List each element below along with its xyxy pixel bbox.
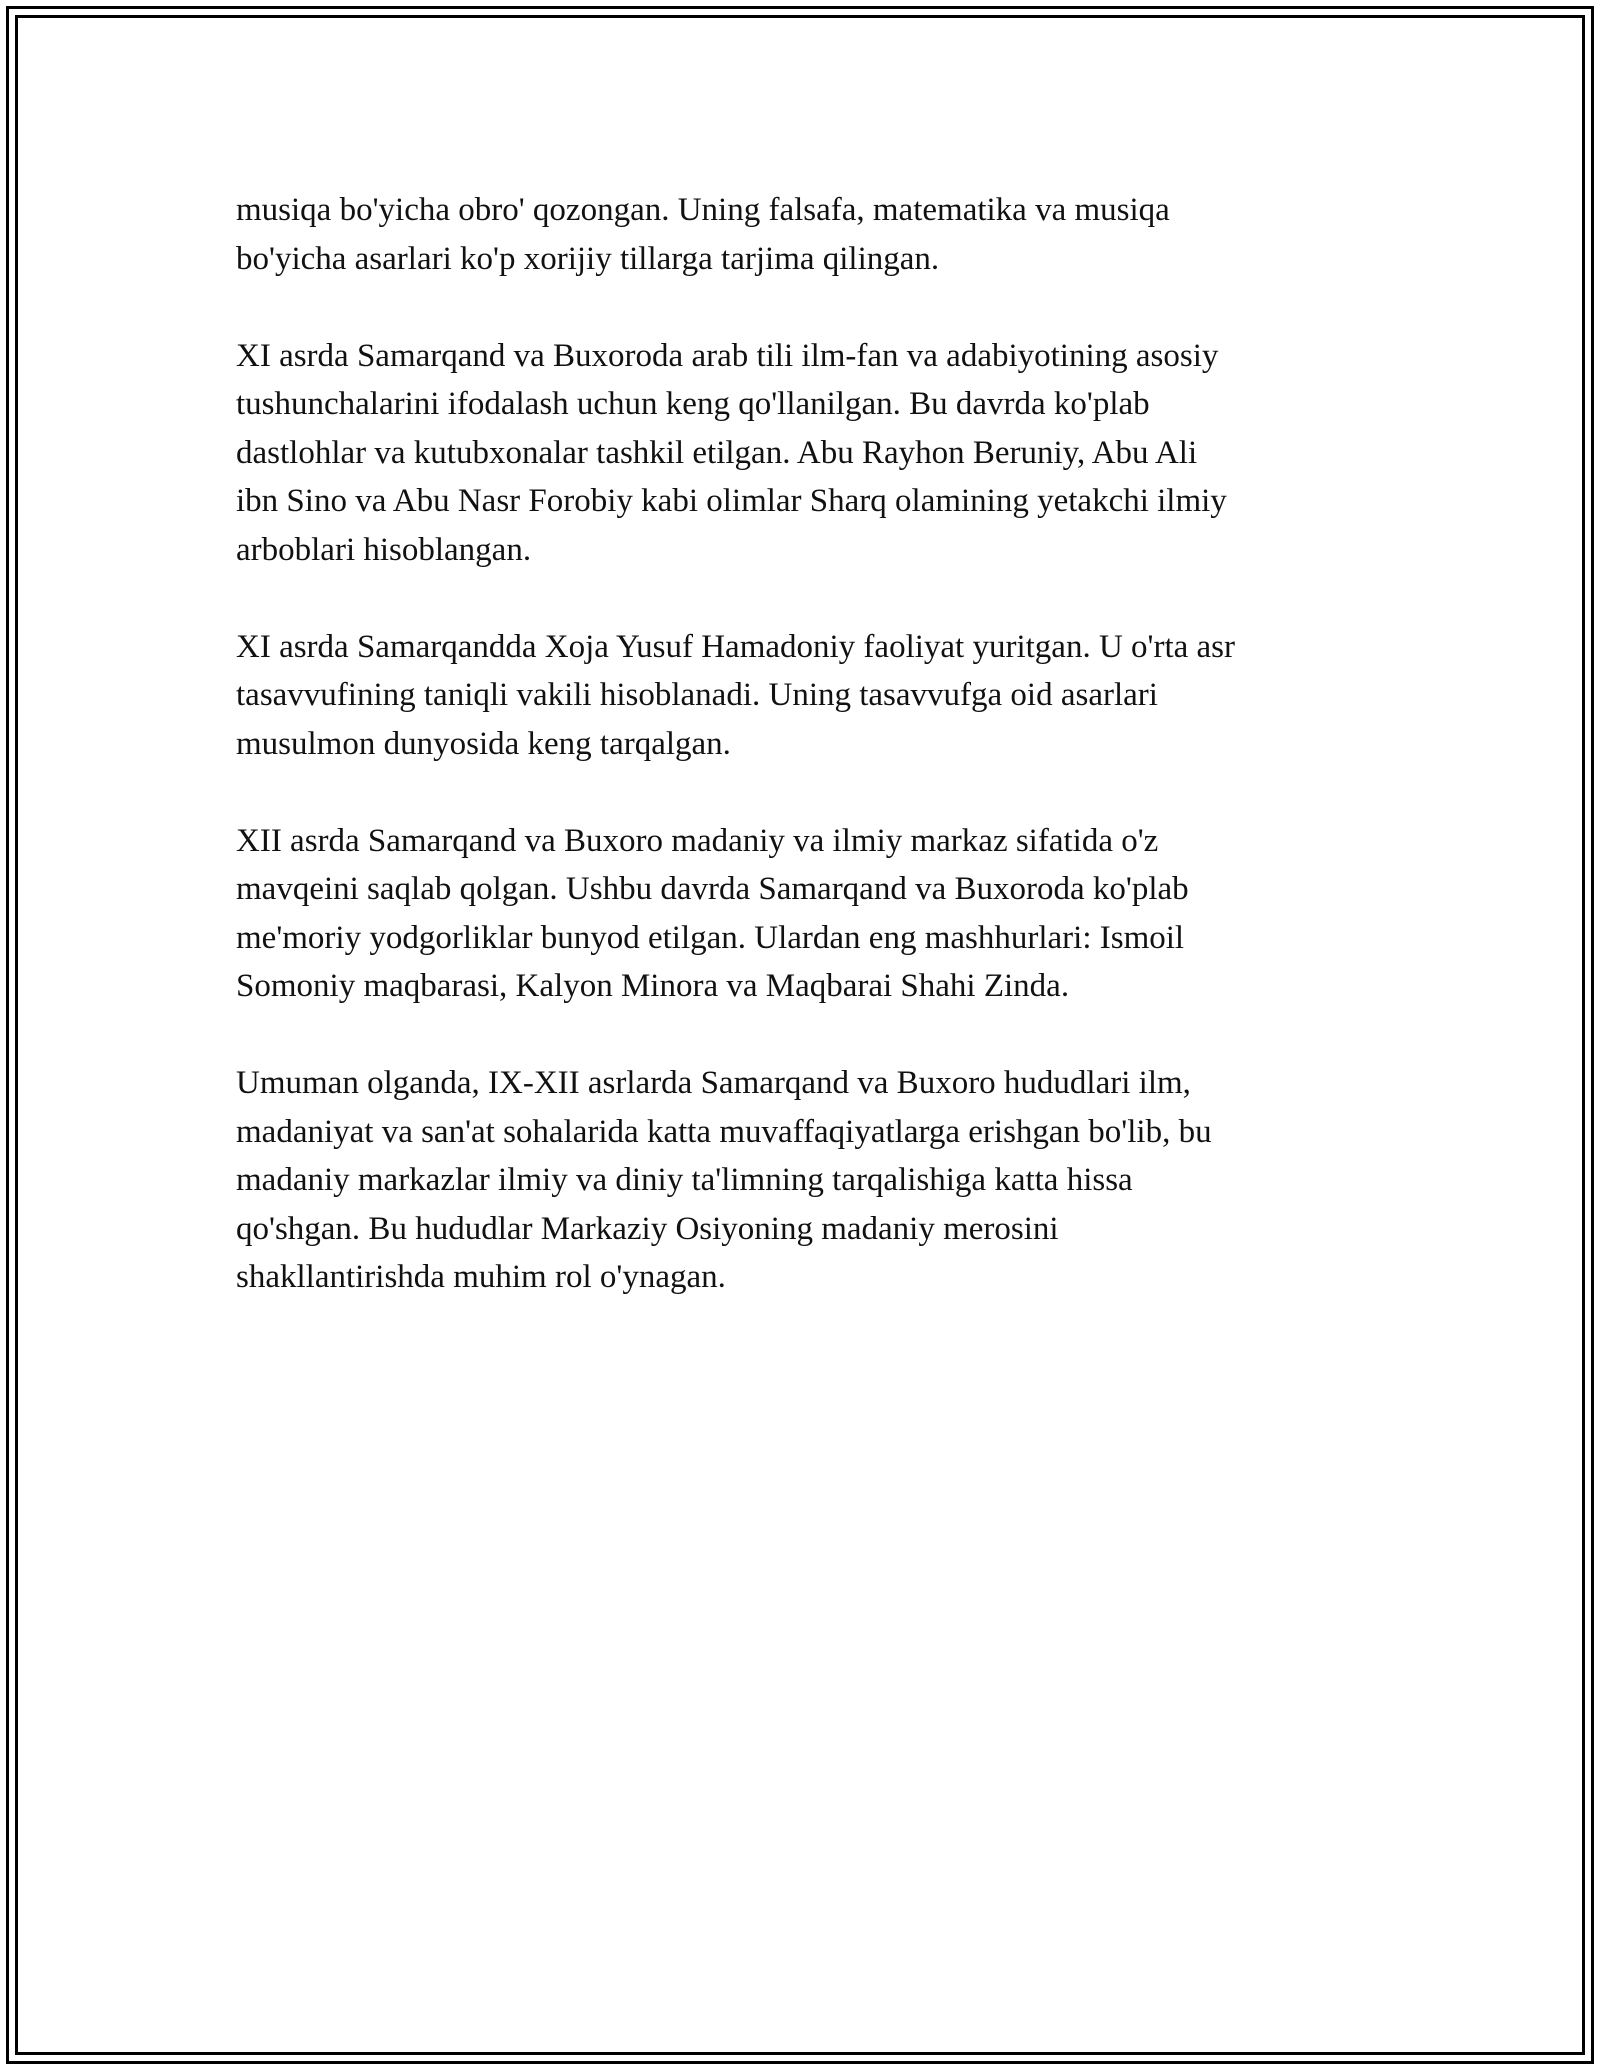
- paragraph: XII asrda Samarqand va Buxoro madaniy va ilmiy markaz sifatida o'z mavqeini saqlab qolgan. Ushbu davrda Samarqand va Buxoroda ko'plab me'moriy yodgorliklar bunyod etilgan. Ulardan eng mashhurlari: Ismoil Somoniy maqbarasi, Kalyon Minora va Maqbarai Shahi Zinda.: [236, 822, 1189, 1004]
- paragraph: XI asrda Samarqandda Xoja Yusuf Hamadoniy faoliyat yuritgan. U o'rta asr tasavvufining taniqli vakili hisoblanadi. Uning tasavvufga oid asarlari musulmon dunyosida keng tarqalgan.: [236, 628, 1236, 762]
- paragraph: XI asrda Samarqand va Buxoroda arab tili ilm-fan va adabiyotining asosiy tushunchalarini ifodalash uchun keng qo'llanilgan. Bu davrda ko'plab dastlohlar va kutubxonalar tashkil etilgan. Abu Rayhon Beruniy, Abu Ali ibn Sino va Abu Nasr Forobiy kabi olimlar Sharq olamining yetakchi ilmiy arboblari hisoblangan.: [236, 337, 1227, 568]
- document-body: [236, 186, 1366, 1302]
- paragraph: Umuman olganda, IX-XII asrlarda Samarqand va Buxoro hududlari ilm, madaniyat va san'at sohalarida katta muvaffaqiyatlarga erishgan bo'lib, bu madaniy markazlar ilmiy va diniy ta'limning tarqalishiga katta hissa qo'shgan. Bu hududlar Markaziy Osiyoning madaniy merosini shakllantirishda muhim rol o'ynagan.: [236, 1065, 1212, 1295]
- paragraph: musiqa bo'yicha obro' qozongan. Uning falsafa, matematika va musiqa bo'yicha asarlari ko'p xorijiy tillarga tarjima qilingan.: [236, 192, 1170, 277]
